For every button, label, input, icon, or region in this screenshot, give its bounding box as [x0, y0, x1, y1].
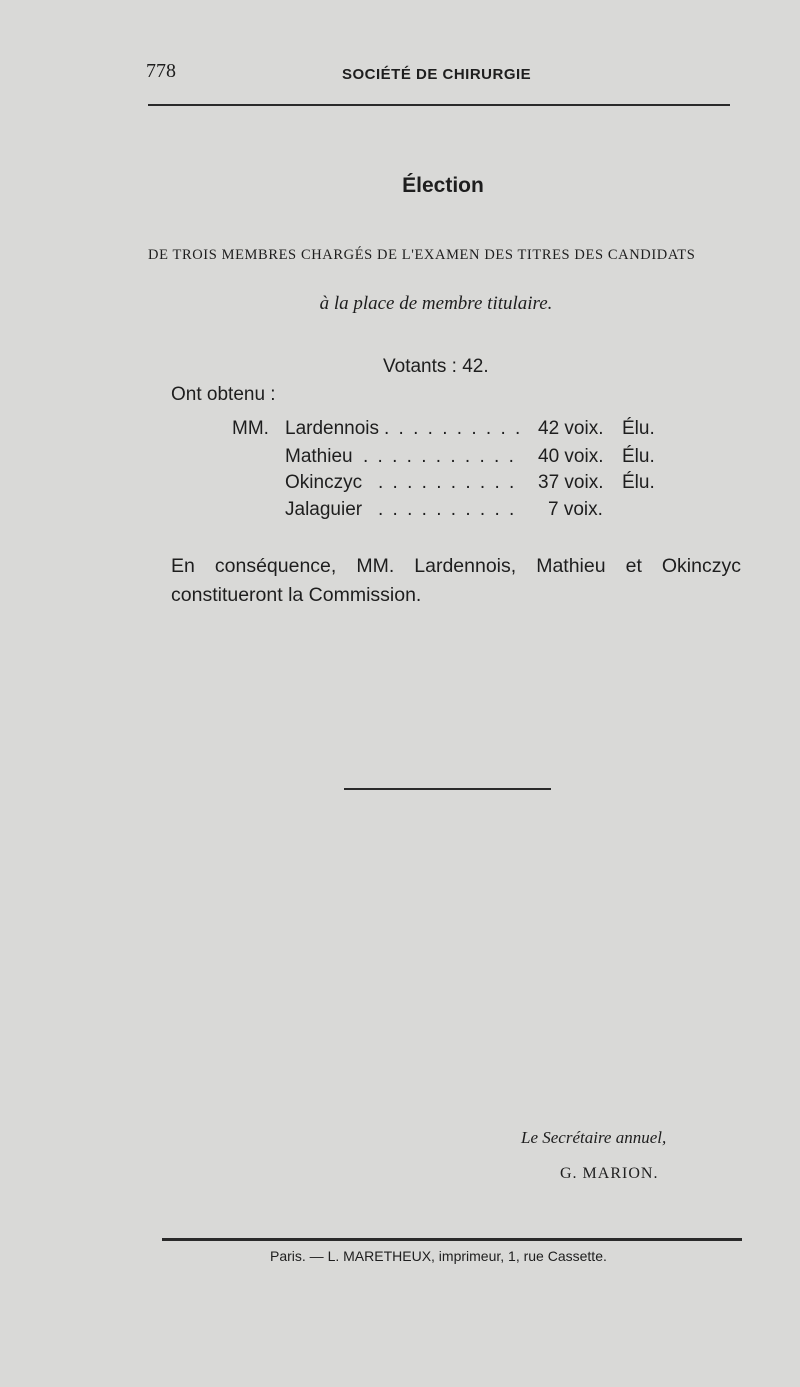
printer-imprint: Paris. — L. MARETHEUX, imprimeur, 1, rue Cassette. — [270, 1248, 607, 1264]
result-votes: 37 voix. — [538, 472, 604, 493]
conclusion-paragraph: En conséquence, MM. Lardennois, Mathieu et Okinczyc constitueront la Commission. — [171, 555, 741, 606]
signature-role: Le Secrétaire annuel, — [521, 1128, 667, 1147]
result-status: Élu. — [622, 418, 655, 439]
signature-name: G. MARION. — [560, 1165, 659, 1182]
result-name: Mathieu — [285, 446, 353, 467]
result-name: Okinczyc — [285, 472, 363, 493]
result-status: Élu. — [622, 472, 655, 493]
result-leader-dots: . . . . . . . . . . . — [363, 446, 516, 467]
section-title: Élection — [402, 174, 484, 197]
result-votes: 7 voix. — [548, 499, 603, 520]
result-votes: 40 voix. — [538, 446, 604, 467]
result-prefix: MM. — [232, 418, 269, 439]
header-rule — [148, 104, 730, 106]
result-leader-dots: . . . . . . . . . . — [378, 499, 517, 520]
footer-rule — [162, 1238, 742, 1241]
result-leader-dots: . . . . . . . . . . — [384, 418, 523, 439]
result-name: Lardennois — [285, 418, 380, 439]
section-subtitle: DE TROIS MEMBRES CHARGÉS DE L'EXAMEN DES TITRES DES CANDIDATS — [148, 247, 696, 263]
result-leader-dots: . . . . . . . . . . — [378, 472, 517, 493]
result-status: Élu. — [622, 446, 655, 467]
section-divider — [344, 788, 551, 790]
running-title: SOCIÉTÉ DE CHIRURGIE — [342, 66, 532, 83]
voters-count: Votants : 42. — [383, 356, 489, 377]
result-name: Jalaguier — [285, 499, 363, 520]
section-italic-line: à la place de membre titulaire. — [319, 293, 553, 314]
page-number: 778 — [146, 60, 176, 82]
obtained-label: Ont obtenu : — [171, 384, 276, 405]
result-votes: 42 voix. — [538, 418, 604, 439]
